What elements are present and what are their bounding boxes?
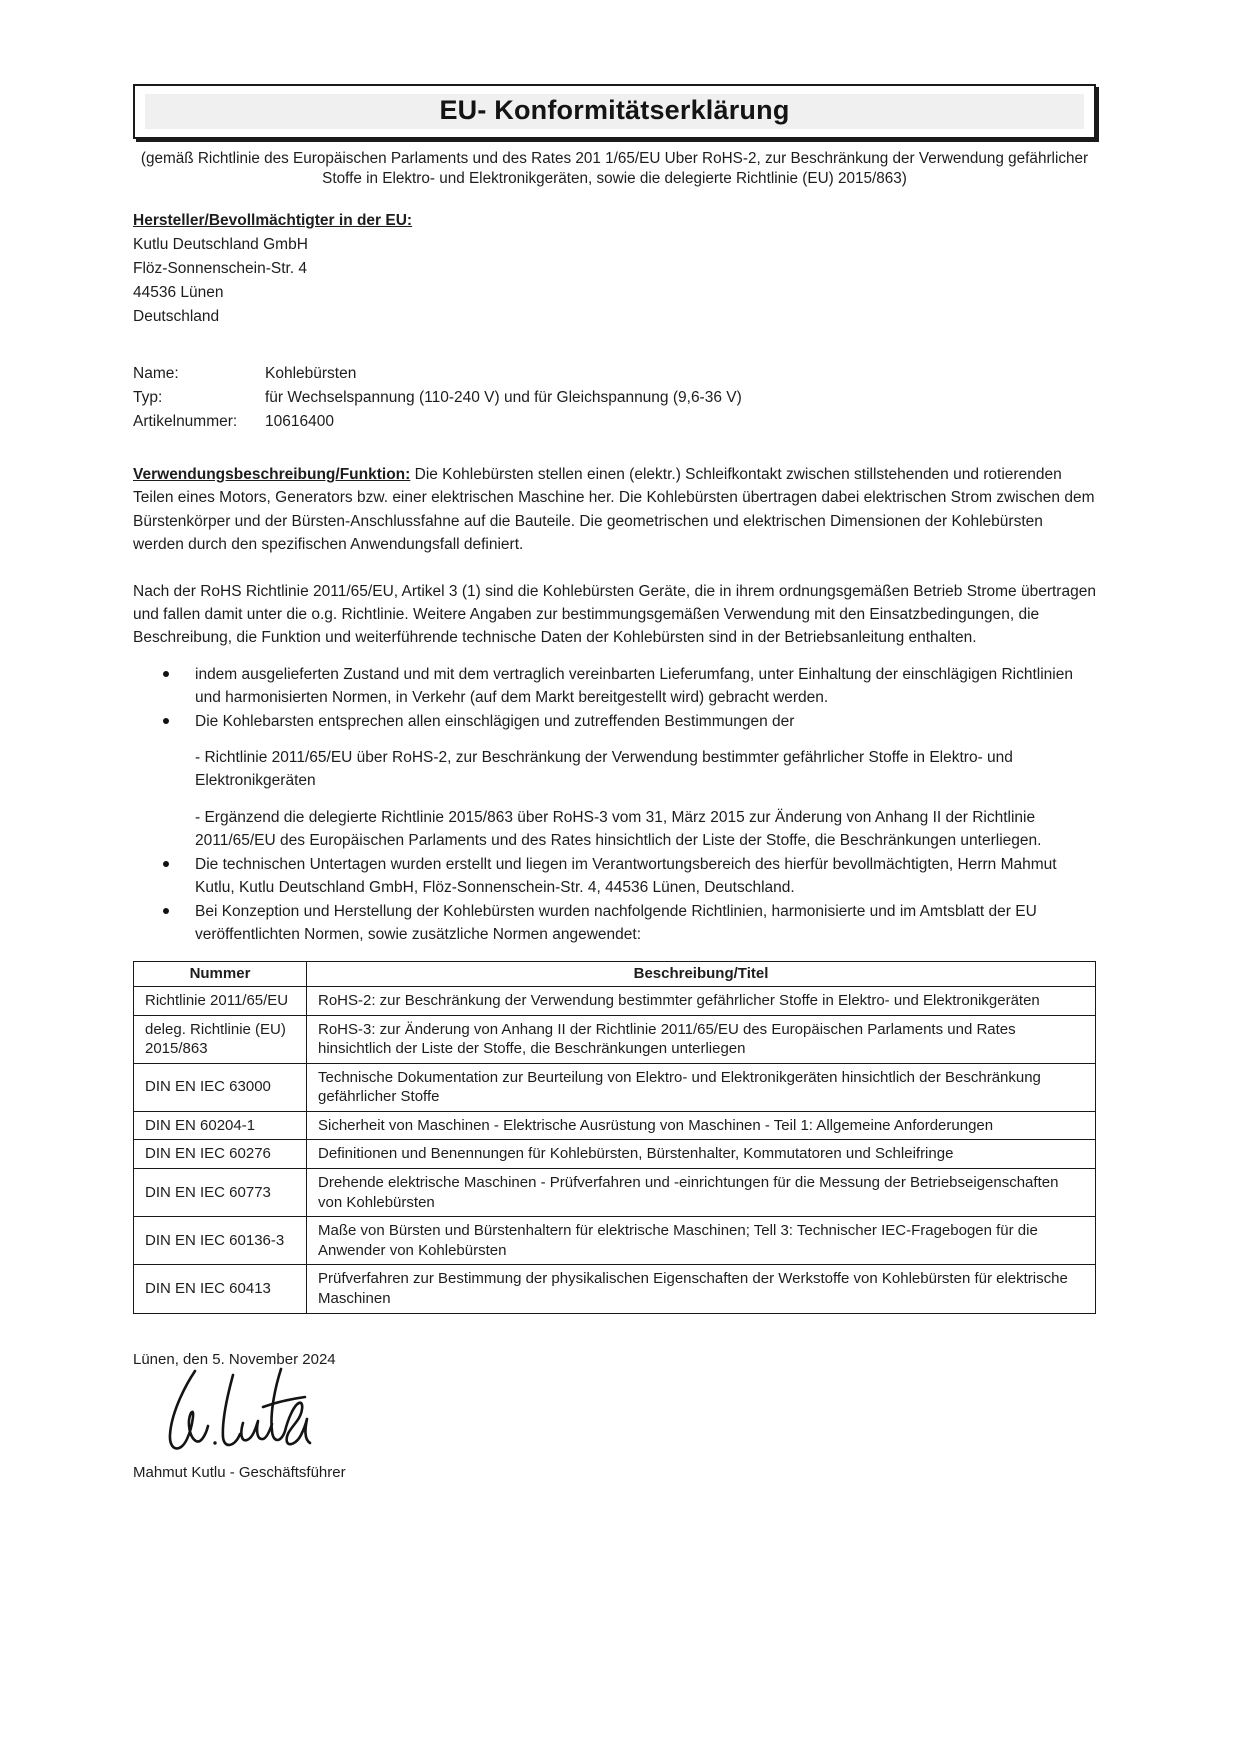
rohs-paragraph: Nach der RoHS Richtlinie 2011/65/EU, Artikel 3 (1) sind die Kohlebürsten Geräte, die in ihrem ordnungsgemäßen Betrieb Strome übertragen und fallen damit unter die o.g. Richtlinie. Weitere Angaben zur bestimmungsgemäßen Verwendung mit den Einsatzbedingungen, die Beschreibung, die Funktion und weiterführende technische Daten der Kohlebürsten sind in der Betriebsanleitung enthalten. bbox=[133, 582, 1096, 647]
sub-list-item: - Ergänzend die delegierte Richtlinie 2015/863 über RoHS-3 vom 31, März 2015 zur Änderung von Anhang II der Richtlinie 2011/65/EU des Europäischen Parlaments und des Rates hinsichtlich der Liste der Stoffe, die Beschränkungen unterliegen. bbox=[195, 808, 1042, 850]
manufacturer-city: 44536 Lünen bbox=[133, 284, 224, 301]
norm-number: DIN EN IEC 60136-3 bbox=[134, 1217, 307, 1265]
product-type-row bbox=[133, 386, 1096, 410]
table-row bbox=[134, 1063, 1096, 1111]
signature-icon bbox=[159, 1363, 319, 1463]
product-name-value: Kohlebürsten bbox=[265, 365, 357, 382]
column-header-number: Nummer bbox=[134, 962, 307, 987]
norm-description: Drehende elektrische Maschinen - Prüfverfahren und -einrichtungen für die Messung der Betriebseigenschaften von Kohlebürsten bbox=[307, 1169, 1096, 1217]
product-articlenumber-row bbox=[133, 410, 1096, 434]
list-item bbox=[133, 710, 1096, 733]
norm-number: DIN EN IEC 63000 bbox=[134, 1063, 307, 1111]
list-item bbox=[133, 900, 1096, 947]
table-row bbox=[134, 1015, 1096, 1063]
bullet-text: indem ausgelieferten Zustand und mit dem vertraglich vereinbarten Lieferumfang, unter Einhaltung der einschlägigen Richtlinien und harmonisierten Normen, in Verkehr (auf dem Markt bereitgestellt wird) gebracht werden. bbox=[195, 665, 1073, 707]
table-row bbox=[134, 1111, 1096, 1140]
bullet-icon bbox=[163, 908, 169, 914]
page-title: EU- Konformitätserklärung bbox=[145, 94, 1084, 129]
norm-description: RoHS-3: zur Änderung von Anhang II der Richtlinie 2011/65/EU des Europäischen Parlaments und Rates hinsichtlich der Liste der Stoffe, die Beschränkungen unterliegen bbox=[307, 1015, 1096, 1063]
list-item bbox=[133, 663, 1096, 710]
product-name-label: Name: bbox=[133, 365, 179, 382]
norm-number: DIN EN 60204-1 bbox=[134, 1111, 307, 1140]
table-header-row bbox=[134, 962, 1096, 987]
title-box bbox=[133, 84, 1096, 139]
table-row bbox=[134, 986, 1096, 1015]
norm-number: DIN EN IEC 60773 bbox=[134, 1169, 307, 1217]
bullet-icon bbox=[163, 671, 169, 677]
sub-list-item: - Richtlinie 2011/65/EU über RoHS-2, zur Beschränkung der Verwendung bestimmter gefährlicher Stoffe in Elektro- und Elektronikgeräten bbox=[195, 749, 1013, 790]
table-row bbox=[134, 1140, 1096, 1169]
norm-number: DIN EN IEC 60413 bbox=[134, 1265, 307, 1313]
norms-table bbox=[133, 961, 1096, 1313]
manufacturer-street: Flöz-Sonnenschein-Str. 4 bbox=[133, 260, 308, 277]
manufacturer-name: Kutlu Deutschland GmbH bbox=[133, 236, 308, 253]
norm-number: Richtlinie 2011/65/EU bbox=[134, 986, 307, 1015]
bullet-text: Die Kohlebarsten entsprechen allen einschlägigen und zutreffenden Bestimmungen der bbox=[195, 712, 795, 730]
table-row bbox=[134, 1169, 1096, 1217]
table-row bbox=[134, 1265, 1096, 1313]
product-type-value: für Wechselspannung (110-240 V) und für Gleichspannung (9,6-36 V) bbox=[265, 389, 742, 406]
subtitle: (gemäß Richtlinie des Europäischen Parlaments und des Rates 201 1/65/EU Uber RoHS-2, zur Beschränkung der Verwendung gefährlicher Stoffe in Elektro- und Elektronikgeräten, sowie die delegierte Richtlinie (EU) 2015/863) bbox=[140, 150, 1089, 187]
norm-description: Sicherheit von Maschinen - Elektrische Ausrüstung von Maschinen - Teil 1: Allgemeine Anforderungen bbox=[307, 1111, 1096, 1140]
norm-description: Technische Dokumentation zur Beurteilung von Elektro- und Elektronikgeräten hinsichtlich der Beschränkung gefährlicher Stoffe bbox=[307, 1063, 1096, 1111]
norm-number: DIN EN IEC 60276 bbox=[134, 1140, 307, 1169]
bullet-text: Bei Konzeption und Herstellung der Kohlebürsten wurden nachfolgende Richtlinien, harmonisierte und im Amtsblatt der EU veröffentlichten Normen, sowie zusätzliche Normen angewendet: bbox=[195, 902, 1037, 943]
list-item bbox=[133, 853, 1096, 900]
column-header-description: Beschreibung/Titel bbox=[307, 962, 1096, 987]
manufacturer-heading: Hersteller/Bevollmächtigter in der EU: bbox=[133, 212, 413, 229]
table-row bbox=[134, 1217, 1096, 1265]
bullet-list bbox=[133, 663, 1096, 946]
product-info bbox=[133, 362, 1096, 434]
usage-heading: Verwendungsbeschreibung/Funktion: bbox=[133, 466, 411, 483]
manufacturer-country: Deutschland bbox=[133, 308, 220, 325]
usage-paragraph bbox=[133, 463, 1096, 557]
norm-description: Prüfverfahren zur Bestimmung der physikalischen Eigenschaften der Werkstoffe von Kohlebürsten für elektrische Maschinen bbox=[307, 1265, 1096, 1313]
bullet-icon bbox=[163, 718, 169, 724]
product-name-row bbox=[133, 362, 1096, 386]
usage-text: Die Kohlebürsten stellen einen (elektr.) Schleifkontakt zwischen stillstehenden und rotierenden Teilen eines Motors, Generators bzw. einer elektrischen Maschine her. Die Kohlebürsten übertragen dabei elektrischen Strom zwischen dem Bürstenkörper und der Bürsten-Anschlussfahne auf die Bauteile. Die geometrischen und elektrischen Dimensionen der Kohlebürsten werden durch den spezifischen Anwendungsfall definiert. bbox=[133, 466, 1095, 554]
bullet-text: Die technischen Untertagen wurden erstellt und liegen im Verantwortungsbereich des hierfür bevollmächtigten, Herrn Mahmut Kutlu, Kutlu Deutschland GmbH, Flöz-Sonnenschein-Str. 4, 44536 Lünen, Deutschland. bbox=[195, 855, 1057, 897]
norm-description: RoHS-2: zur Beschränkung der Verwendung bestimmter gefährlicher Stoffe in Elektro- und Elektronikgeräten bbox=[307, 986, 1096, 1015]
document-page bbox=[133, 84, 1096, 1483]
date-line: Lünen, den 5. November 2024 bbox=[133, 1350, 336, 1368]
norm-number: deleg. Richtlinie (EU) 2015/863 bbox=[134, 1015, 307, 1063]
product-articlenumber-label: Artikelnummer: bbox=[133, 413, 238, 430]
signer-name: Mahmut Kutlu - Geschäftsführer bbox=[133, 1463, 346, 1481]
product-type-label: Typ: bbox=[133, 389, 163, 406]
bullet-icon bbox=[163, 861, 169, 867]
norm-description: Definitionen und Benennungen für Kohlebürsten, Bürstenhalter, Kommutatoren und Schleifringe bbox=[307, 1140, 1096, 1169]
product-articlenumber-value: 10616400 bbox=[265, 413, 334, 430]
norm-description: Maße von Bürsten und Bürstenhaltern für elektrische Maschinen; Tell 3: Technischer IEC-Fragebogen für die Anwender von Kohlebürsten bbox=[307, 1217, 1096, 1265]
